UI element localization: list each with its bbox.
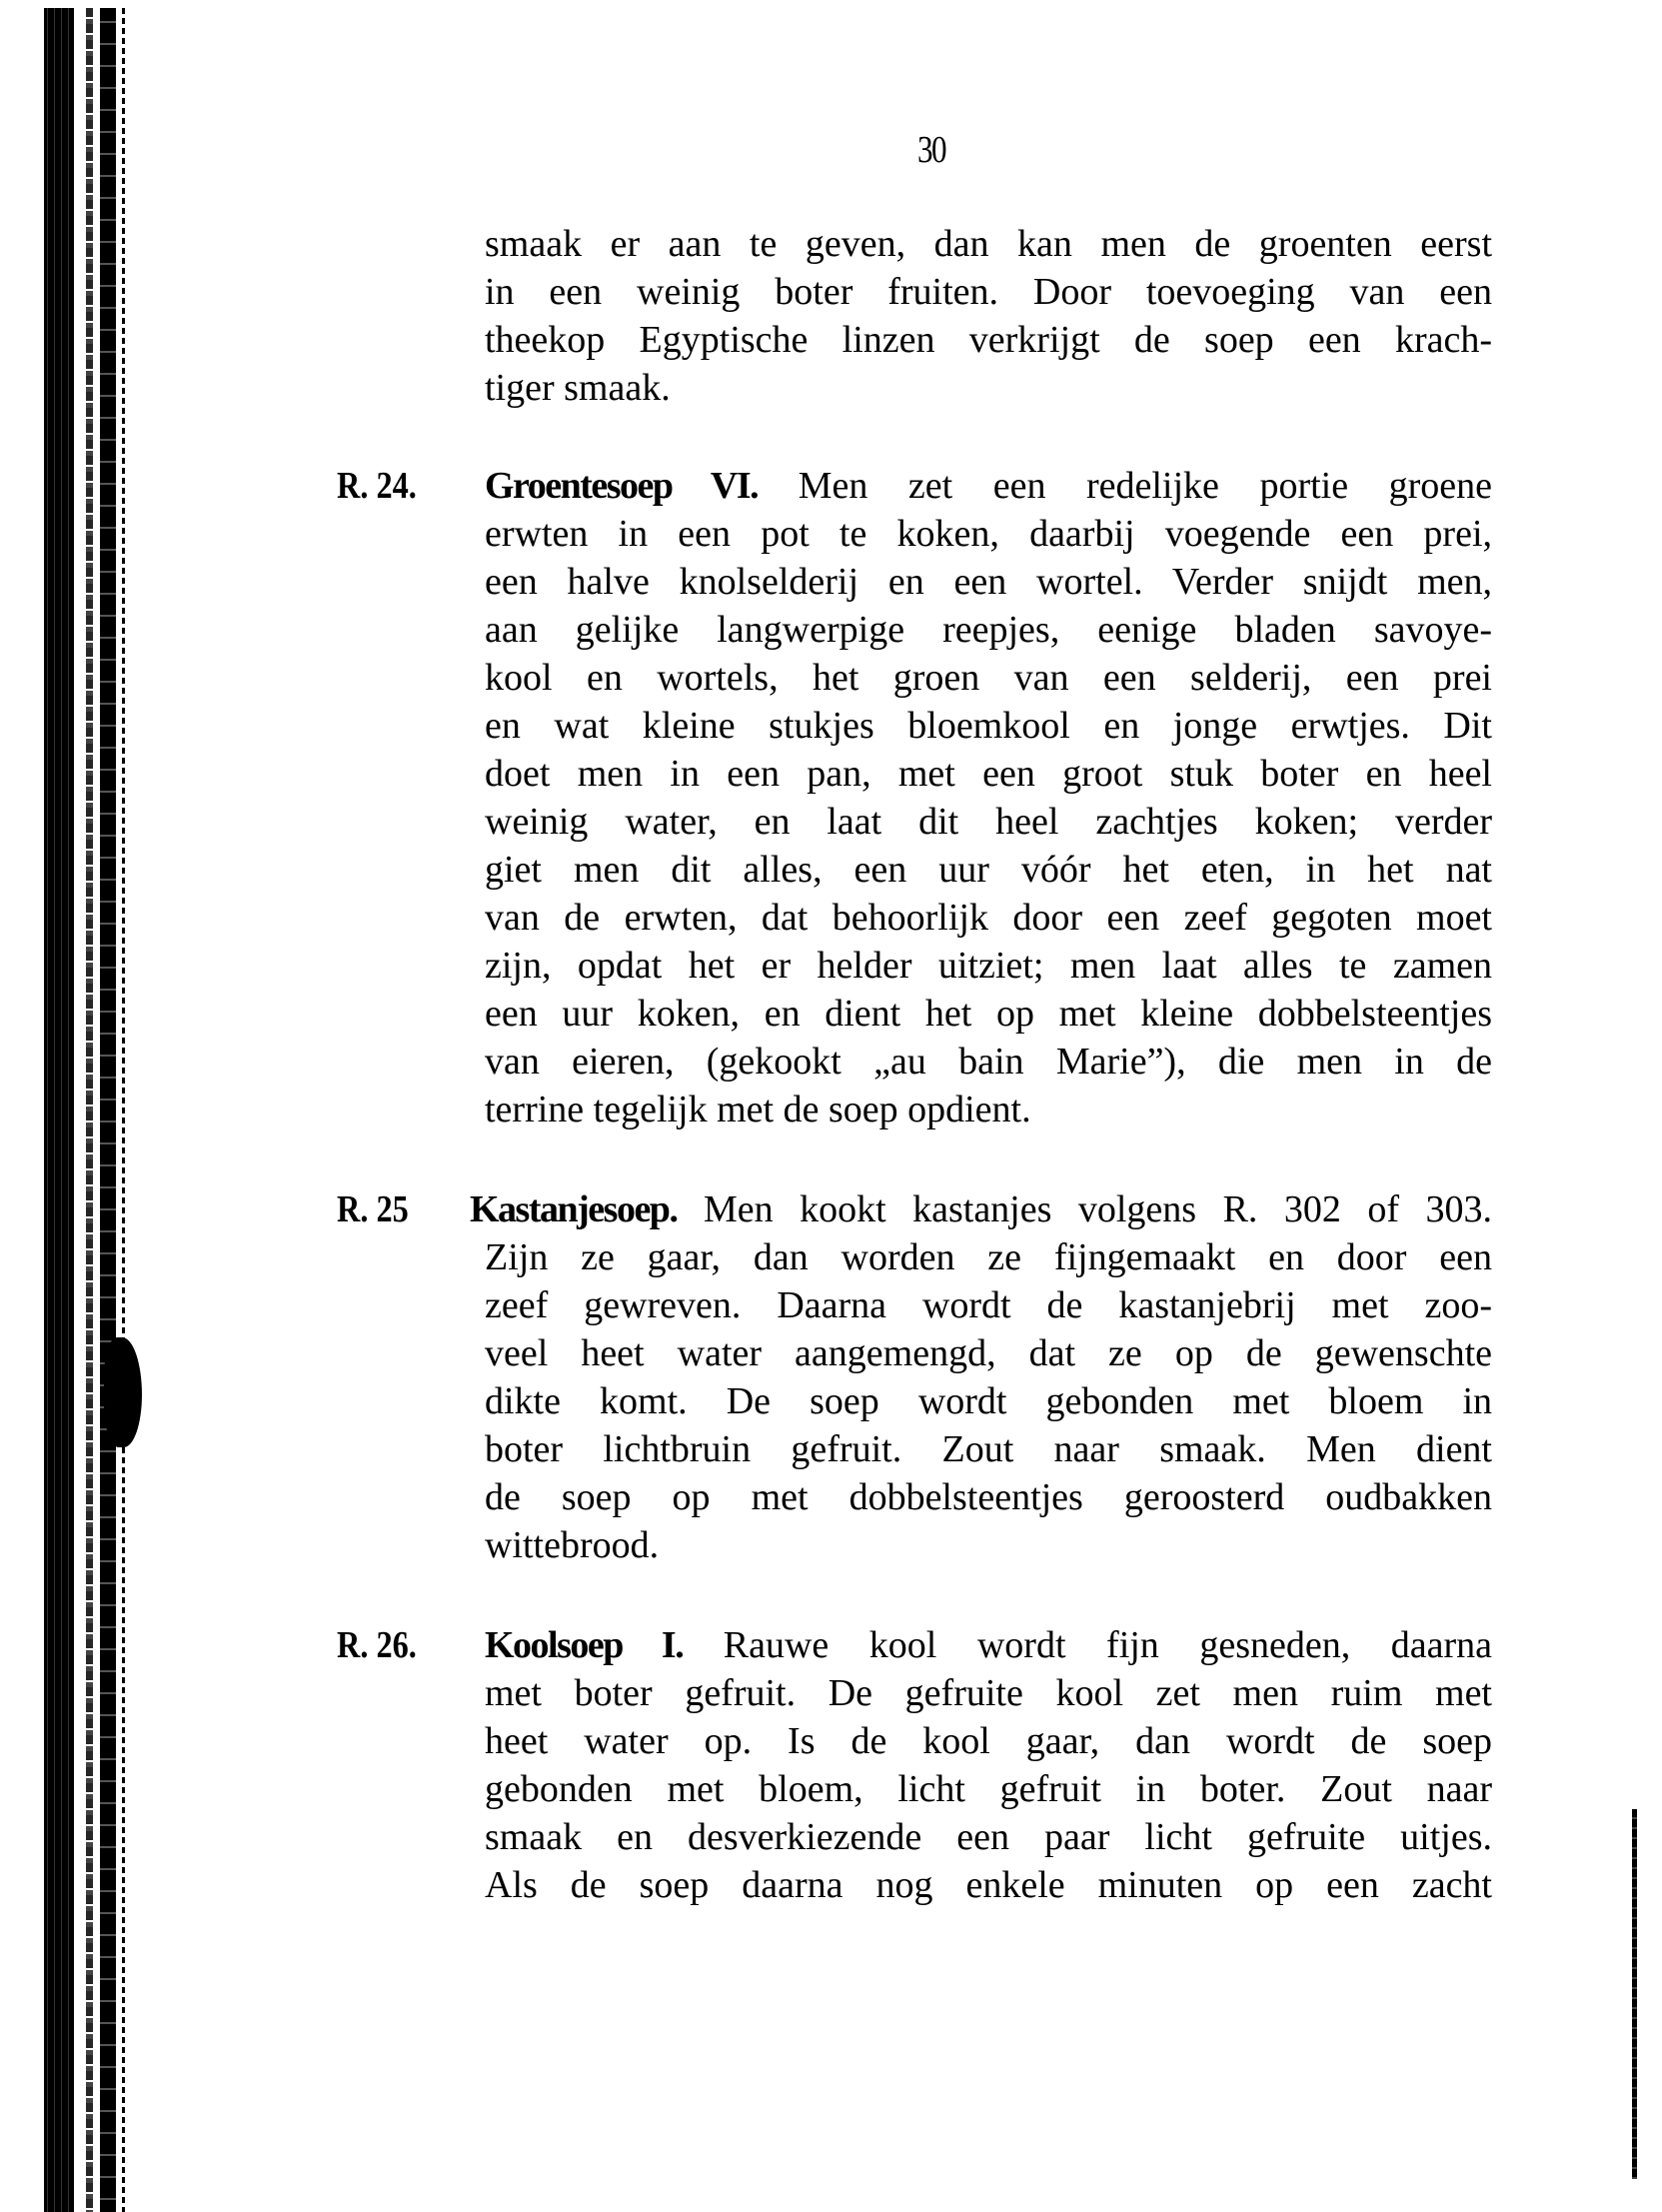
page-number: 30 — [917, 129, 945, 171]
text-line: met boter gefruit. De gefruite kool zet men ruim met — [485, 1672, 1492, 1714]
text-line: de soep op met dobbelsteentjes geroosterd oudbakken — [485, 1476, 1492, 1518]
text-line: een halve knolselderij en een wortel. Verder snijdt men, — [485, 561, 1492, 603]
text-line: Men kookt kastanjes volgens R. 302 of 303. — [703, 1188, 1493, 1230]
text-line: Als de soep daarna nog enkele minuten op een zacht — [485, 1864, 1492, 1906]
text-line: zijn, opdat het er helder uitziet; men laat alles te zamen — [485, 945, 1492, 987]
page-edge-mark — [1632, 1809, 1637, 2179]
text-line: boter lichtbruin gefruit. Zout naar smaak. Men dient — [485, 1428, 1492, 1470]
binding-shadow — [100, 8, 116, 2212]
binding-shadow — [86, 8, 93, 2212]
text-line: van de erwten, dat behoorlijk door een zeef gegoten moet — [485, 897, 1492, 939]
text-line: Zijn ze gaar, dan worden ze fijngemaakt en door een — [485, 1236, 1492, 1278]
text-line: tiger smaak. — [485, 367, 671, 409]
text-line: van eieren, (gekookt „au bain Marie”), die men in de — [485, 1041, 1492, 1083]
text-line: Men zet een redelijke portie groene — [798, 465, 1493, 507]
text-line: smaak en desverkiezende een paar licht gefruite uitjes. — [485, 1816, 1492, 1858]
text-line: in een weinig boter fruiten. Door toevoeging van een — [485, 271, 1492, 313]
text-line: en wat kleine stukjes bloemkool en jonge erwtjes. Dit — [485, 705, 1492, 747]
text-line: erwten in een pot te koken, daarbij voegende een prei, — [485, 513, 1492, 555]
text-line: weinig water, en laat dit heel zachtjes koken; verder — [485, 801, 1492, 843]
recipe-number: R. 26. — [337, 1624, 417, 1666]
text-line: heet water op. Is de kool gaar, dan wordt de soep — [485, 1720, 1492, 1762]
recipe-first-line — [470, 1185, 1492, 1233]
recipe-title: Kastanjesoep. — [470, 1188, 678, 1230]
text-line: dikte komt. De soep wordt gebonden met bloem in — [485, 1380, 1492, 1422]
text-line: aan gelijke langwerpige reepjes, eenige bladen savoye- — [485, 609, 1492, 651]
recipe-first-line — [485, 462, 1492, 510]
text-line: kool en wortels, het groen van een selderij, een prei — [485, 657, 1492, 699]
book-binding-edge — [34, 8, 134, 2212]
binding-shadow — [122, 8, 125, 2212]
text-line: wittebrood. — [485, 1524, 660, 1566]
text-line: theekop Egyptische linzen verkrijgt de soep een krach- — [485, 319, 1492, 361]
text-line: een uur koken, en dient het op met kleine dobbelsteentjes — [485, 993, 1492, 1035]
recipe-number: R. 24. — [337, 465, 417, 507]
text-line: doet men in een pan, met een groot stuk boter en heel — [485, 753, 1492, 795]
text-line: veel heet water aangemengd, dat ze op de gewenschte — [485, 1332, 1492, 1374]
recipe-title: Groentesoep VI. — [485, 465, 759, 507]
text-line: terrine tegelijk met de soep opdient. — [485, 1089, 1031, 1130]
recipe-first-line — [485, 1621, 1492, 1669]
text-line: giet men dit alles, een uur vóór het eten, in het nat — [485, 849, 1492, 891]
recipe-title: Koolsoep I. — [485, 1624, 684, 1666]
binding-blot — [104, 1337, 142, 1447]
text-line: gebonden met bloem, licht gefruit in boter. Zout naar — [485, 1768, 1492, 1810]
text-line: smaak er aan te geven, dan kan men de groenten eerst — [485, 223, 1492, 265]
text-line: zeef gewreven. Daarna wordt de kastanjebrij met zoo- — [485, 1284, 1492, 1326]
text-line: Rauwe kool wordt fijn gesneden, daarna — [723, 1624, 1492, 1666]
recipe-number: R. 25 — [337, 1188, 409, 1230]
binding-shadow — [44, 8, 74, 2212]
